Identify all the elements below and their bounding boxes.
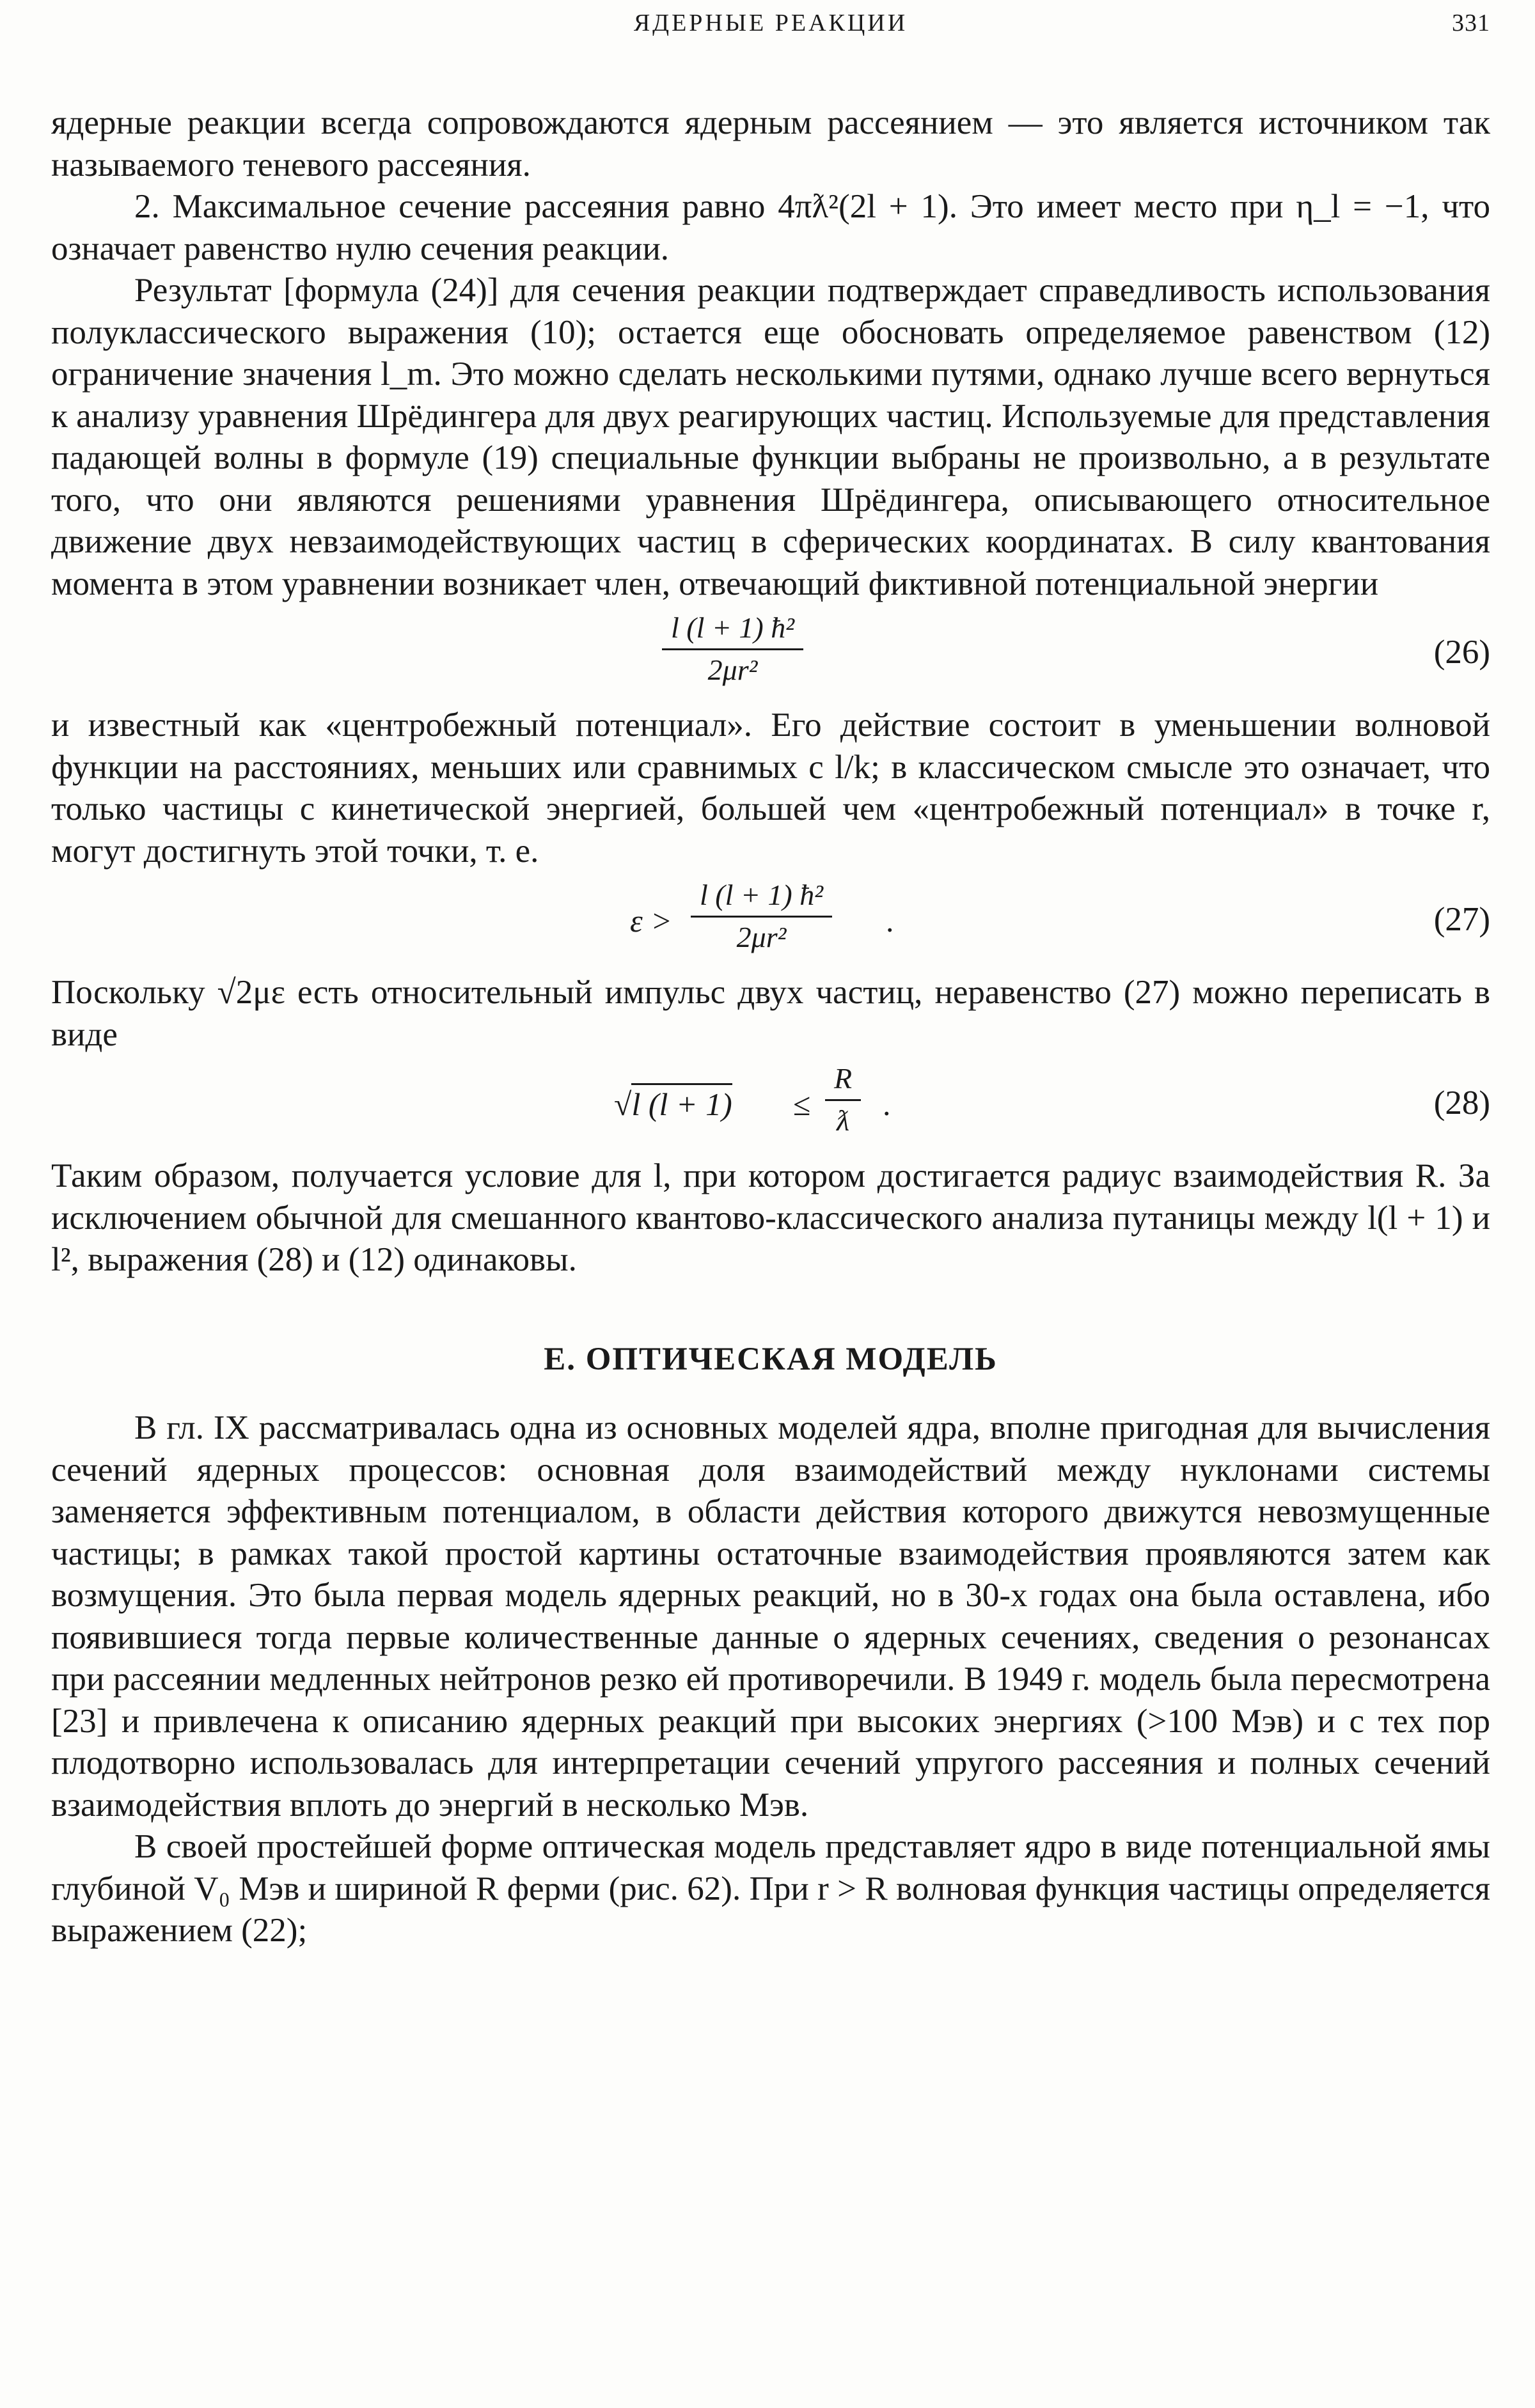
equation-27-denominator: 2μr² — [736, 921, 787, 953]
paragraph-6: Таким образом, получается условие для l, при котором достигается радиус взаимодействия R. За исключением обычной для смешанного квантово-классического анализа путаницы между l(l + 1) и l², выражения (28) и (12) одинаковы. — [51, 1157, 1490, 1278]
equation-28-fraction — [825, 1058, 861, 1141]
equation-28-sqrt: √l (l + 1) — [614, 1084, 732, 1126]
running-head — [51, 9, 1490, 41]
equation-27-period: . — [886, 903, 894, 939]
paragraph-4: и известный как «центробежный потенциал». Его действие состоит в уменьшении волновой функции на расстояниях, меньших или сравнимых с l/k; в классическом смысле это означает, что только частицы с кинетической энергией, большей чем «центробежный потенциал» в точке r, могут достигнуть этой точки, т. е. — [51, 707, 1490, 870]
equation-28-number: (28) — [1433, 1084, 1490, 1122]
equation-27 — [51, 875, 1490, 971]
paragraph-7: В гл. IX рассматривалась одна из основных моделей ядра, вполне пригодная для вычисления сечений ядерных процессов: основная доля взаимодействий между нуклонами системы заменяется эффективным потенциалом, в области действия которого движутся невозмущенные частицы; в рамках такой простой картины остаточные взаимодействия проявляются затем как возмущения. Это была первая модель ядерных реакций, но в 30-х годах она была оставлена, ибо появившиеся тогда первые количественные данные о ядерных сечениях, сведения о резонансах при рассеянии медленных нейтронов резко ей противоречили. В 1949 г. модель была пересмотрена [23] и привлечена к описанию ядерных реакций при высоких энергиях (>100 Мэв) и с тех пор плодотворно использовалась для интерпретации сечений упругого рассеяния и полных сечений взаимодействия вплоть до энергий в несколько Мэв. — [51, 1409, 1490, 1824]
equation-28-radicand: l (l + 1) — [631, 1083, 732, 1122]
paragraph-3: Результат [формула (24)] для сечения реакции подтверждает справедливость использования полуклассического выражения (10); остается еще обосновать определяемое равенством (12) ограничение значения l_m. Это можно сделать несколькими путями, однако лучше всего вернуться к анализу уравнения Шрёдингера для двух реагирующих частиц. Используемые для представления падающей волны в формуле (19) специальные функции выбраны не произвольно, а в результате того, что они являются решениями уравнения Шрёдингера, описывающего относительное движение двух невзаимодействующих частиц в сферических координатах. В силу квантования момента в этом уравнении возникает член, отвечающий фиктивной потенциальной энергии — [51, 272, 1490, 602]
equation-28 — [51, 1058, 1490, 1154]
equation-26-number: (26) — [1433, 634, 1490, 671]
equation-26-denominator: 2μr² — [707, 653, 758, 686]
equation-26 — [51, 607, 1490, 703]
equation-26-numerator: l (l + 1) ħ² — [662, 607, 803, 650]
running-title: ЯДЕРНЫЕ РЕАКЦИИ — [633, 10, 908, 36]
equation-27-fraction — [691, 875, 832, 957]
equation-26-fraction — [662, 607, 803, 690]
equation-27-lhs: ε > — [630, 903, 672, 939]
section-heading: Е. ОПТИЧЕСКАЯ МОДЕЛЬ — [544, 1341, 998, 1377]
equation-28-period: . — [883, 1086, 891, 1122]
equation-27-number: (27) — [1433, 901, 1490, 938]
body-text — [51, 102, 1490, 1952]
equation-28-relation: ≤ — [793, 1086, 811, 1122]
paragraph-1: ядерные реакции всегда сопровождаются ядерным рассеянием — это является источником так называемого теневого рассеяния. — [51, 104, 1490, 184]
page-number: 331 — [1452, 10, 1490, 36]
equation-28-numerator: R — [825, 1058, 861, 1101]
paragraph-2: 2. Максимальное сечение рассеяния равно 4πƛ²(2l + 1). Это имеет место при η_l = −1, что означает равенство нулю сечения реакции. — [51, 188, 1490, 267]
equation-28-denominator: ƛ — [837, 1104, 850, 1137]
equation-27-numerator: l (l + 1) ħ² — [691, 875, 832, 918]
paragraph-5: Поскольку √2με есть относительный импульс двух частиц, неравенство (27) можно переписать в виде — [51, 974, 1490, 1053]
paragraph-8: В своей простейшей форме оптическая модель представляет ядро в виде потенциальной ямы глубиной V₀ Мэв и шириной R ферми (рис. 62). При r > R волновая функция частицы определяется выражением (22); — [51, 1828, 1490, 1949]
